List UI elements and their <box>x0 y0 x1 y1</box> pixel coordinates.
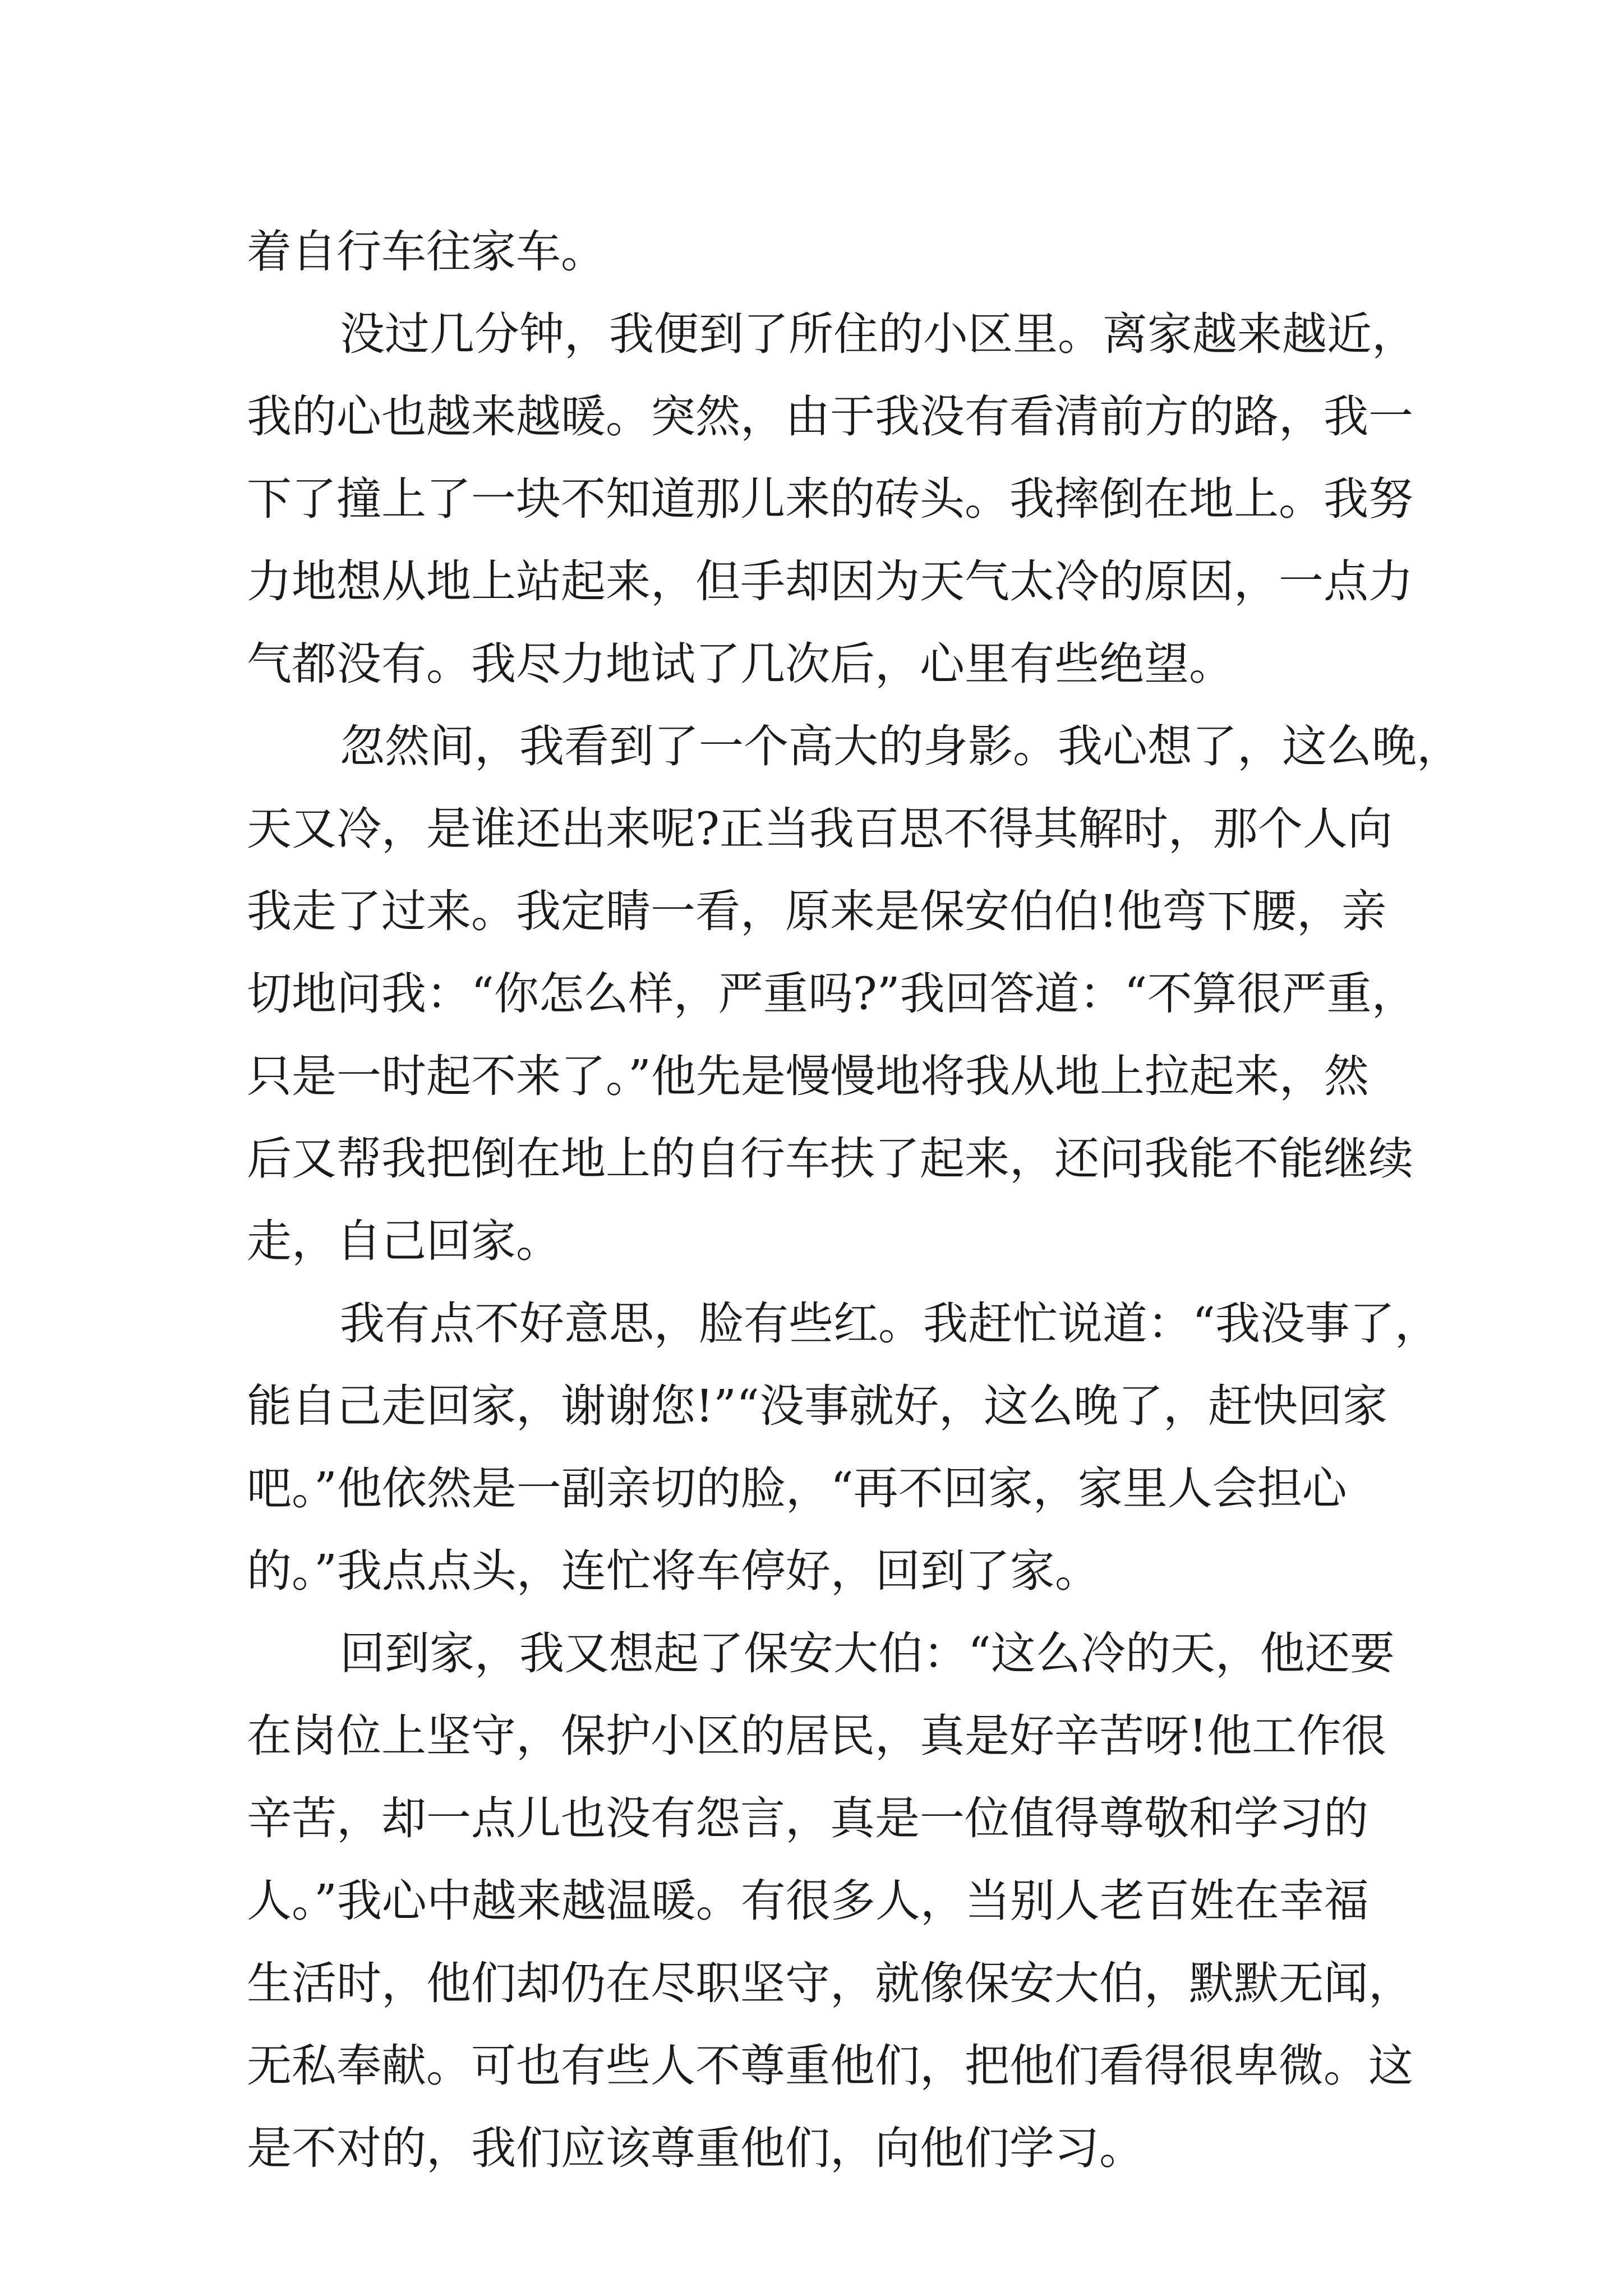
text-line: 回到家，我又想起了保安大伯：“这么冷的天，他还要 <box>340 1627 1395 1680</box>
text-line: 忽然间，我看到了一个高大的身影。我心想了，这么晚， <box>340 720 1461 772</box>
text-line: 下了撞上了一块不知道那儿来的砖头。我摔倒在地上。我努 <box>247 473 1413 525</box>
text-line: 是不对的，我们应该尊重他们，向他们学习。 <box>247 2122 1144 2174</box>
text-line: 力地想从地上站起来，但手却因为天气太冷的原因，一点力 <box>247 555 1413 608</box>
text-line: 天又冷，是谁还出来呢?正当我百思不得其解时，那个人向 <box>247 803 1393 855</box>
body-text <box>247 210 1461 2189</box>
text-line: 生活时，他们却仍在尽职坚守，就像保安大伯，默默无闻， <box>247 1957 1413 2009</box>
text-line: 能自己走回家，谢谢您!”“没事就好，这么晚了，赶快回家 <box>247 1380 1387 1432</box>
text-line: 后又帮我把倒在地上的自行车扶了起来，还问我能不能继续 <box>247 1133 1413 1185</box>
text-line: 没过几分钟，我便到了所住的小区里。离家越来越近， <box>340 308 1417 360</box>
text-line: 气都没有。我尽力地试了几次后，心里有些绝望。 <box>247 638 1234 690</box>
text-line: 切地问我：“你怎么样，严重吗?”我回答道：“不算很严重， <box>247 968 1417 1020</box>
text-line: 人。”我心中越来越温暖。有很多人，当别人老百姓在幸福 <box>247 1875 1369 1927</box>
text-line: 吧。”他依然是一副亲切的脸，“再不回家，家里人会担心 <box>247 1462 1347 1515</box>
text-line: 只是一时起不来了。”他先是慢慢地将我从地上拉起来，然 <box>247 1050 1369 1102</box>
text-line: 走，自己回家。 <box>247 1215 561 1267</box>
text-line: 辛苦，却一点儿也没有怨言，真是一位值得尊敬和学习的 <box>247 1792 1368 1844</box>
text-line: 我有点不好意思，脸有些红。我赶忙说道：“我没事了， <box>340 1297 1440 1350</box>
text-line: 无私奉献。可也有些人不尊重他们，把他们看得很卑微。这 <box>247 2040 1413 2092</box>
text-line: 我的心也越来越暖。突然，由于我没有看清前方的路，我一 <box>247 390 1413 443</box>
text-line: 在岗位上坚守，保护小区的居民，真是好辛苦呀!他工作很 <box>247 1710 1387 1762</box>
text-line: 的。”我点点头，连忙将车停好，回到了家。 <box>247 1545 1100 1597</box>
text-line: 着自行车往家车。 <box>247 226 606 278</box>
text-line: 我走了过来。我定睛一看，原来是保安伯伯!他弯下腰，亲 <box>247 885 1387 937</box>
